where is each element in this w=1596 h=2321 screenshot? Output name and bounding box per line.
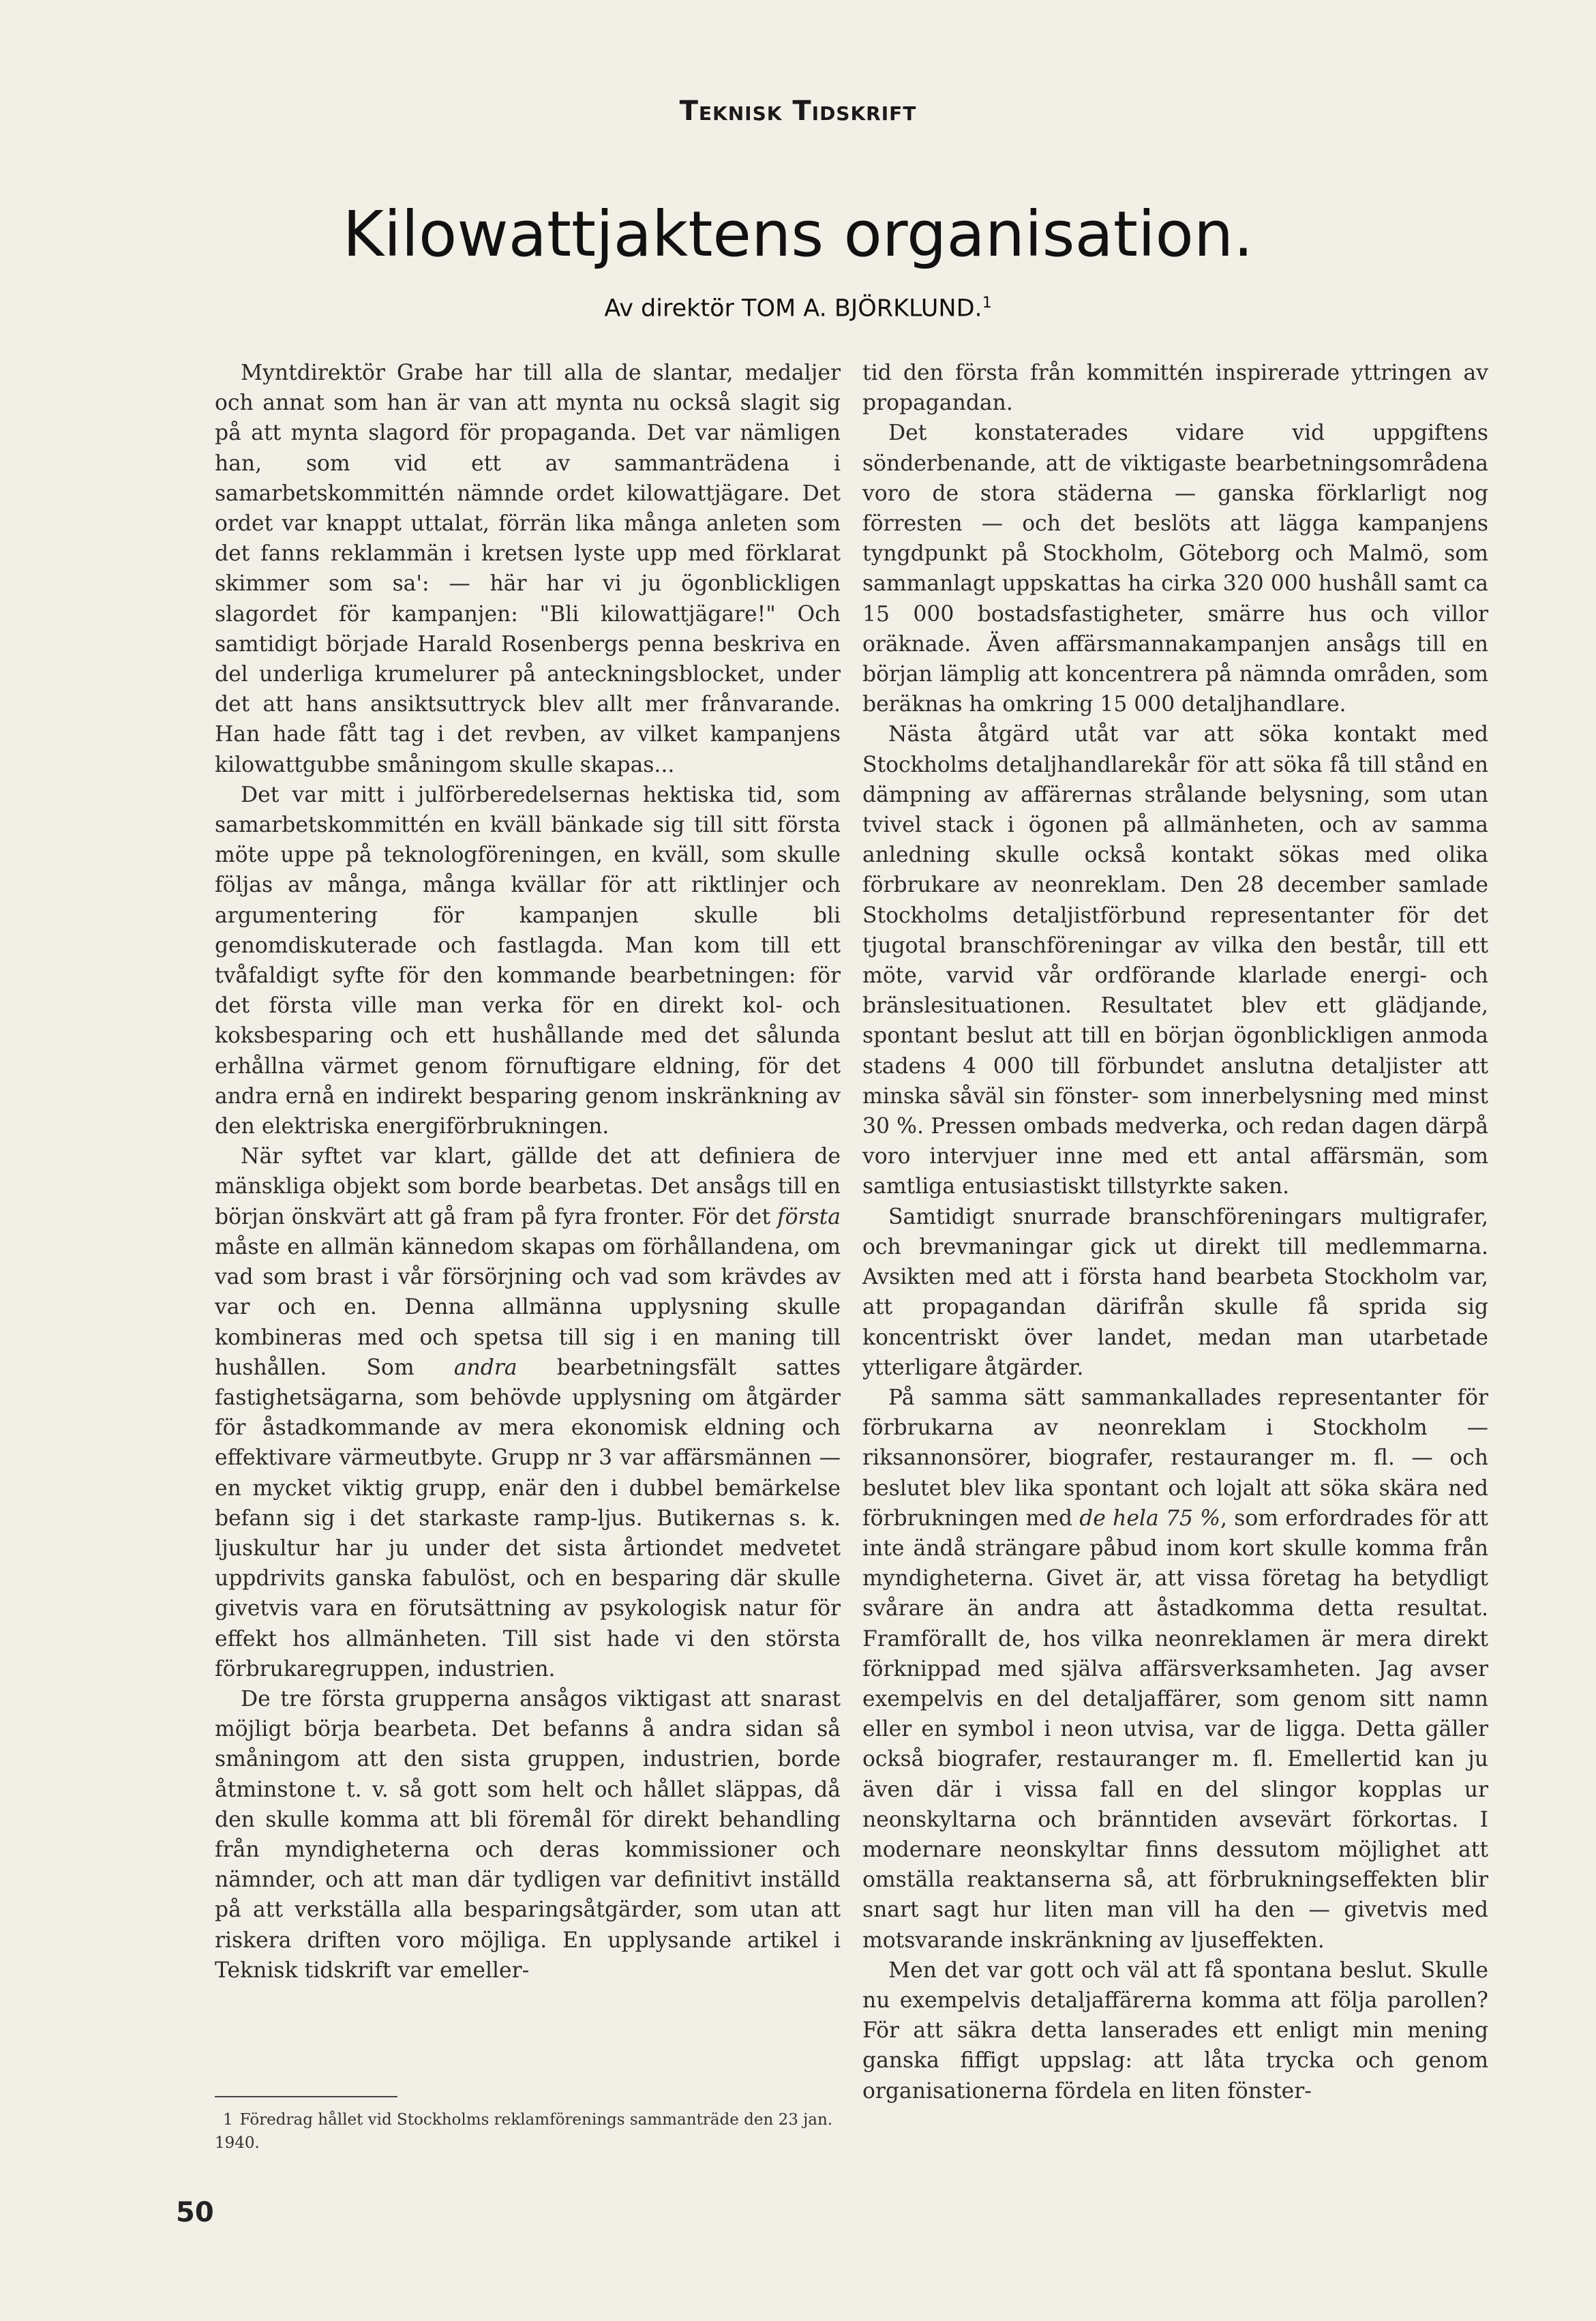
paragraph: Det var mitt i julförberedelsernas hektiska tid, som samarbetskommittén en kväll bänkade sig till sitt första möte uppe på teknologföreningen, en kväll, som skulle följas av många, många kvällar för att riktlinjer och argumentering för kampanjen skulle bli genomdiskuterade och fastlagda. Man kom till ett tvåfaldigt syfte för den kommande bearbetningen: för det första ville man verka för en direkt kol- och koksbesparing och ett hushållande med det sålunda erhållna värmet genom förnuftigare eldning, för det andra ernå en indirekt besparing genom inskränkning av den elektriska energiförbrukningen. xyxy=(215,782,841,1139)
left-column xyxy=(215,358,841,1986)
text-run: bearbetningsfält sattes fastighetsägarna, som behövde upplysning om åtgärder för åstadkommande av mera ekonomisk eldning och effektivare värmeutbyte. Grupp nr 3 var affärsmännen — en mycket viktig grupp, enär den i dubbel bemärkelse befann sig i det starkaste ramp-ljus. Butikernas s. k. ljuskultur har ju under det sista årtiondet medvetet uppdrivits ganska fabulöst, och en besparing där skulle givetvis vara en förutsättning av psykologisk natur för effekt hos allmänheten. Till sist hade vi den största förbrukaregruppen, industrien. xyxy=(215,1355,841,1681)
text-run: , som erfordrades för att inte ändå strängare påbud inom kort skulle komma från myndigheterna. Givet är, att vissa företag ha betydligt svårare än andra att åstadkomma detta resultat. Framförallt de, hos vilka neonreklamen är mera direkt förknippad med själva affärsverksamheten. Jag avser exempelvis en del detaljaffärer, som genom sitt namn eller en symbol i neon utvisa, var de ligga. Detta gäller också biografer, restauranger m. fl. Emellertid kan ju även där i vissa fall en del slingor kopplas ur neonskyltarna och bränntiden avsevärt förkortas. I modernare neonskyltar finns dessutom möjlighet att omställa reaktanserna så, att förbrukningseffekten blir snart sagt hur liten man vill ha den — givetvis med motsvarande inskränkning av ljuseffekten. xyxy=(862,1506,1488,1953)
paragraph: Samtidigt snurrade branschföreningars multigrafer, och brevmaningar gick ut direkt till medlemmarna. Avsikten med att i första hand bearbeta Stockholm var, att propagandan därifrån skulle få sprida sig koncentriskt över landet, medan man utarbetade ytterligare åtgärder. xyxy=(862,1204,1488,1380)
paragraph: Nästa åtgärd utåt var att söka kontakt med Stockholms detaljhandlarekår för att söka få till stånd en dämpning av affärernas strålande belysning, som utan tvivel stack i ögonen på allmänheten, och av samma anledning skulle också kontakt sökas med olika förbrukare av neonreklam. Den 28 december samlade Stockholms detaljistförbund representanter för det tjugotal branschföreningar av vilka den består, till ett möte, varvid vår ordförande klarlade energi- och bränslesituationen. Resultatet blev ett glädjande, spontant beslut att till en början ögonblickligen anmoda stadens 4 000 till förbundet anslutna detaljister att minska såväl sin fönster- som innerbelysning med minst 30 %. Pressen ombads medverka, och redan dagen därpå voro intervjuer inne med ett antal affärsmän, som samtliga entusiastiskt tillstyrkte saken. xyxy=(862,722,1488,1199)
footnote xyxy=(215,2108,841,2155)
byline-text: Av direktör TOM A. BJÖRKLUND. xyxy=(604,295,982,323)
paragraph: Myntdirektör Grabe har till alla de slantar, medaljer och annat som han är van att mynta nu också slagit sig på att mynta slagord för propaganda. Det var nämligen han, som vid ett av sammanträdena i samarbetskommittén nämnde ordet kilowattjägare. Det ordet var knappt uttalat, förrän lika många anleten som det fanns reklammän i kretsen lyste upp med förklarat skimmer som sa': — här har vi ju ögonblickligen slagordet för kampanjen: "Bli kilowattjägare!" Och samtidigt började Harald Rosenbergs penna beskriva en del underliga krumelurer på anteckningsblocket, under det att hans ansiktsuttryck blev allt mer frånvarande. Han hade fått tag i det revben, av vilket kampanjens kilowattgubbe småningom skulle skapas... xyxy=(215,361,841,777)
text-run: När syftet var klart, gällde det att definiera de mänskliga objekt som borde bearbetas. Det ansågs till en början önskvärt att gå fram på fyra fronter. För det xyxy=(215,1144,841,1229)
emphasis: de hela 75 % xyxy=(1079,1506,1220,1531)
text-run: måste en allmän kännedom skapas om förhållandena, om vad som brast i vår försörjning och vad som krävdes av var och en. Denna allmänna upplysning skulle kombineras med och spetsa till sig i en maning till hushållen. Som xyxy=(215,1234,841,1380)
paragraph: tid den första från kommittén inspirerade yttringen av propagandan. xyxy=(862,361,1488,416)
paragraph: Det konstaterades vidare vid uppgiftens sönderbenande, att de viktigaste bearbetningsområdena voro de stora städerna — ganska förklarligt nog förresten — och det beslöts att lägga kampanjens tyngdpunkt på Stockholm, Göteborg och Malmö, som sammanlagt uppskattas ha cirka 320 000 hushåll samt ca 15 000 bostadsfastigheter, smärre hus och villor oräknade. Även affärsmannakampanjen ansågs till en början lämplig att koncentrera på nämnda områden, som beräknas ha omkring 15 000 detaljhandlare. xyxy=(862,421,1488,717)
right-column xyxy=(862,358,1488,2106)
footnote-text: Föredrag hållet vid Stockholms reklamförenings sammanträde den 23 jan. 1940. xyxy=(215,2111,833,2152)
byline xyxy=(0,295,1596,323)
footnote-rule xyxy=(215,2096,397,2097)
paragraph xyxy=(215,1141,841,1684)
running-head: Teknisk Tidskrift xyxy=(679,95,917,127)
paragraph xyxy=(862,1383,1488,1956)
byline-footnote-mark: 1 xyxy=(982,295,992,312)
paragraph: De tre första grupperna ansågos viktigast att snarast möjligt börja bearbeta. Det befanns å andra sidan så småningom att den sista gruppen, industrien, borde åtminstone t. v. så gott som helt och hållet släppas, då den skulle komma att bli föremål för direkt behandling från myndigheterna och deras kommissioner och nämnder, och att man där tydligen var definitivt inställd på att verkställa alla besparingsåtgärder, som utan att riskera driften voro möjliga. En upplysande artikel i Teknisk tidskrift var emeller- xyxy=(215,1686,841,1983)
emphasis: första xyxy=(777,1204,841,1229)
paragraph: Men det var gott och väl att få spontana beslut. Skulle nu exempelvis detaljaffärerna komma att följa parollen? För att säkra detta lanserades ett enligt min mening ganska fiffigt uppslag: att låta trycka och genom organisationerna fördela en liten fönster- xyxy=(862,1958,1488,2103)
article-title: Kilowattjaktens organisation. xyxy=(342,198,1254,271)
page-number: 50 xyxy=(176,2197,214,2228)
text-run: På samma sätt sammankallades representanter för förbrukarna av neonreklam i Stockholm — riksannonsörer, biografer, restauranger m. fl. — och beslutet blev lika spontant och lojalt att söka skära ned förbrukningen med xyxy=(862,1385,1488,1531)
emphasis: andra xyxy=(453,1355,517,1380)
footnote-mark: 1 xyxy=(223,2111,233,2129)
